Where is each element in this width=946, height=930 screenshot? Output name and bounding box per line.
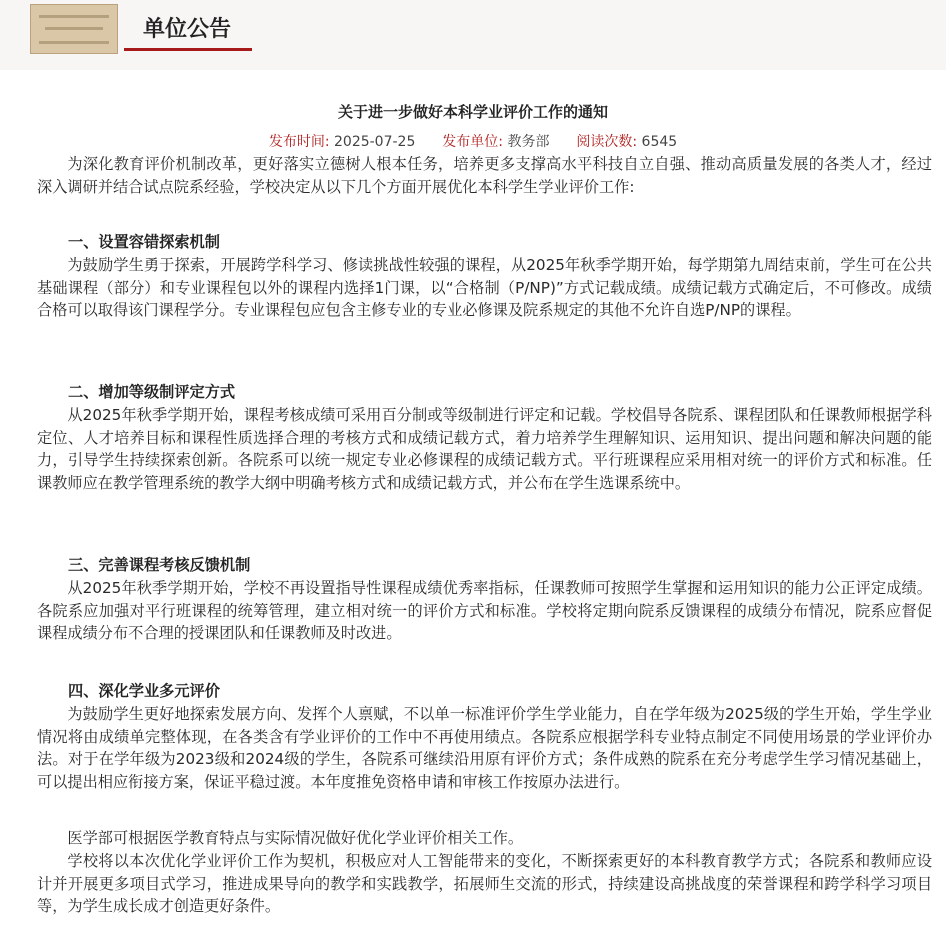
closing-paragraph: 学校将以本次优化学业评价工作为契机，积极应对人工智能带来的变化，不断探索更好的本科教育教学方式；各院系和教师应设计并开展更多项目式学习，推进成果导向的教学和实践教学，拓展师生交流的形式，持续建设高挑战度的荣誉课程和跨学科学习项目等，为学生成长成才创造更好条件。 [37,852,932,915]
section-heading: 三、完善课程考核反馈机制 [68,556,251,574]
publish-time-label: 发布时间: [268,134,330,150]
section-heading: 一、设置容错探索机制 [68,233,220,251]
publish-unit-value: 教务部 [507,134,550,150]
notice-meta [0,131,946,151]
institution-logo-image [30,4,118,54]
section-body: 为鼓励学生勇于探索，开展跨学科学习、修读挑战性较强的课程，从2025年秋季学期开始，每学期第九周结束前，学生可在公共基础课程（部分）和专业课程包以外的课程内选择1门课，以“合格制（P/NP)”方式记载成绩。成绩记载方式确定后，不可修改。成绩合格可以取得该门课程学分。专业课程包应包含主修专业的专业必修课及院系规定的其他不允许自选P/NP的课程。 [37,256,932,319]
section-heading: 二、增加等级制评定方式 [68,383,236,401]
header-bar [0,0,946,70]
intro-paragraph: 为深化教育评价机制改革，更好落实立德树人根本任务，培养更多支撑高水平科技自立自强、推动高质量发展的各类人才，经过深入调研并结合试点院系经验，学校决定从以下几个方面开展优化本科学生学业评价工作: [37,155,932,196]
section-title-underline [124,48,252,51]
section-body: 从2025年秋季学期开始，课程考核成绩可采用百分制或等级制进行评定和记载。学校倡导各院系、课程团队和任课教师根据学科定位、人才培养目标和课程性质选择合理的考核方式和成绩记载方式，着力培养学生理解知识、运用知识、提出问题和解决问题的能力，引导学生持续探索创新。各院系可以统一规定专业必修课程的成绩记载方式。平行班课程应采用相对统一的评价方式和标准。任课教师应在教学管理系统的教学大纲中明确考核方式和成绩记载方式，并公布在学生选课系统中。 [37,406,932,492]
view-count-label: 阅读次数: [576,134,638,150]
notice-title: 关于进一步做好本科学业评价工作的通知 [337,103,608,121]
section-body: 从2025年秋季学期开始，学校不再设置指导性课程成绩优秀率指标，任课教师可按照学生掌握和运用知识的能力公正评定成绩。各院系应加强对平行班课程的统筹管理，建立相对统一的评价方式和标准。学校将定期向院系反馈课程的成绩分布情况，院系应督促课程成绩分布不合理的授课团队和任课教师及时改进。 [37,579,932,642]
publish-time-value: 2025-07-25 [334,134,416,150]
closing-paragraph: 医学部可根据医学教育特点与实际情况做好优化学业评价相关工作。 [67,829,524,847]
publish-unit-label: 发布单位: [442,134,503,150]
section-heading: 四、深化学业多元评价 [68,682,220,700]
view-count-value: 6545 [641,134,678,150]
section-title: 单位公告 [143,17,232,42]
section-body: 为鼓励学生更好地探索发展方向、发挥个人禀赋，不以单一标准评价学生学业能力，自在学年级为2025级的学生开始，学生学业情况将由成绩单完整体现，在各类含有学业评价的工作中不再使用绩点。各院系应根据学科专业特点制定不同使用场景的学业评价办法。对于在学年级为2023级和2024级的学生，各院系可继续沿用原有评价方式；条件成熟的院系在充分考虑学生学习情况基础上，可以提出相应衔接方案，保证平稳过渡。本年度推免资格申请和审核工作按原办法进行。 [37,705,932,791]
